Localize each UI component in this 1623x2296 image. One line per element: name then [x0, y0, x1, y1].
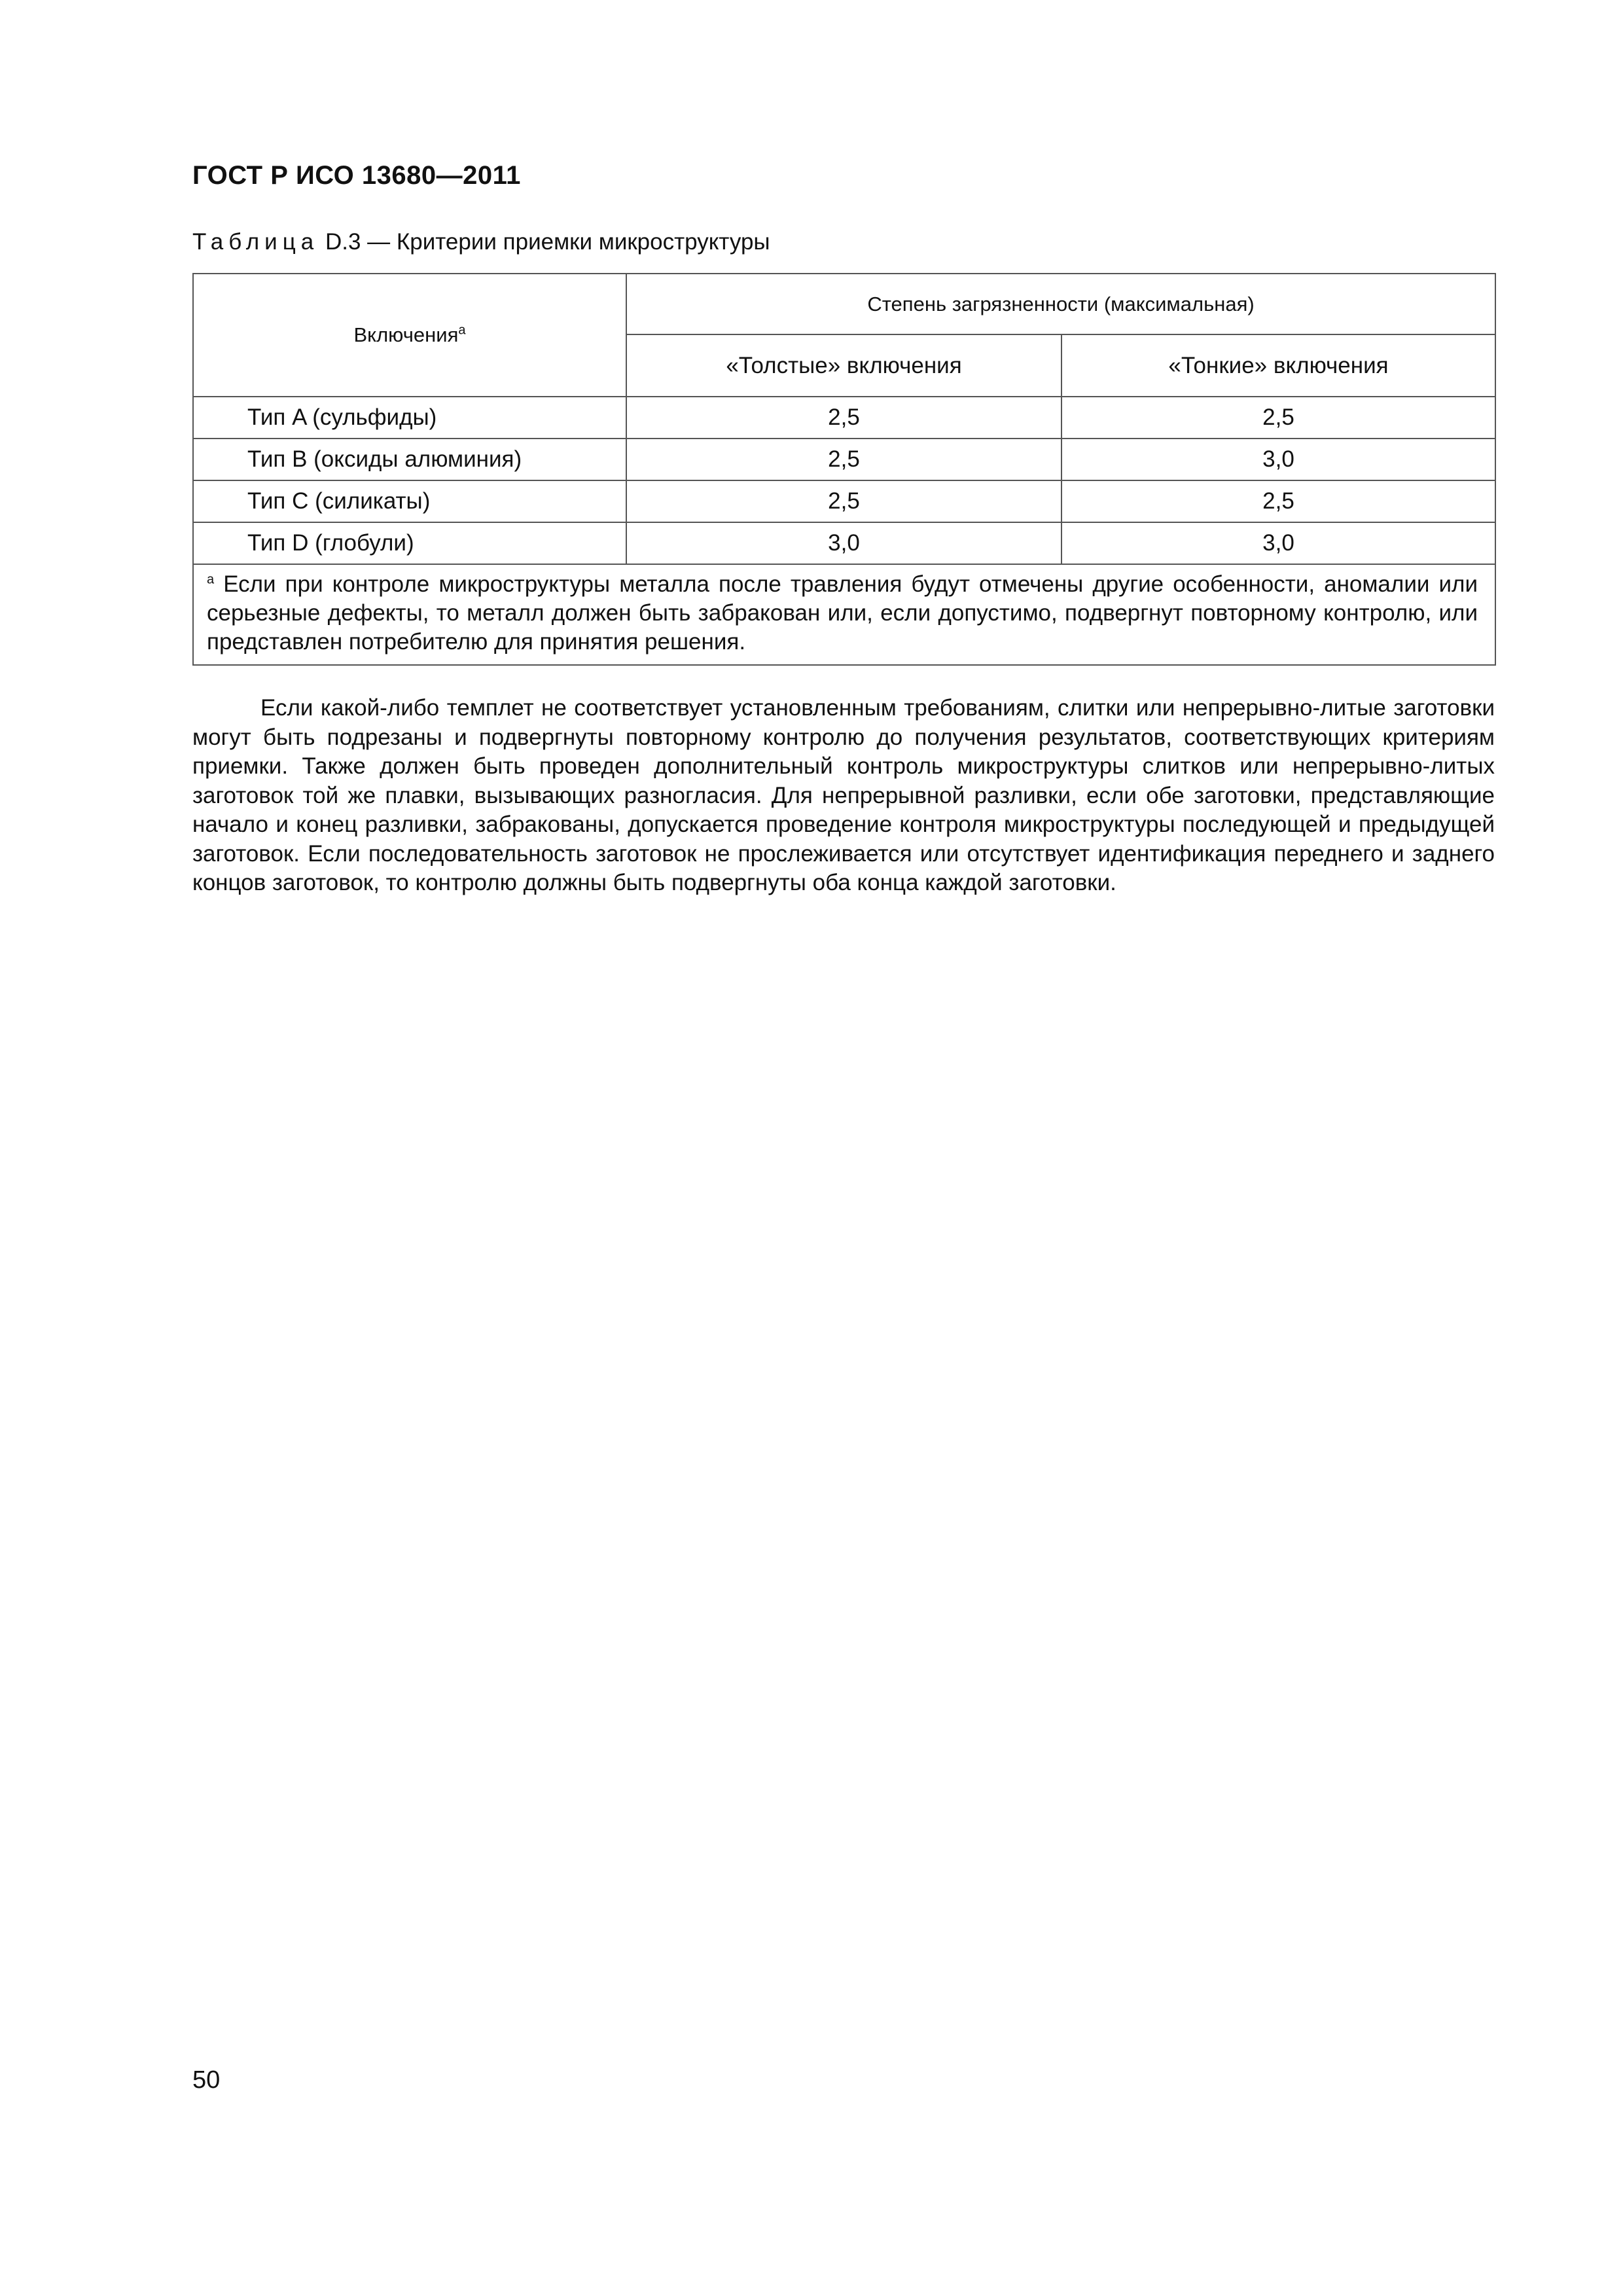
- inclusion-type-cell: Тип A (сульфиды): [193, 397, 626, 439]
- footnote-marker: a: [458, 323, 466, 338]
- acceptance-criteria-table: [192, 273, 1496, 666]
- header-thick-inclusions: «Толстые» включения: [626, 334, 1061, 397]
- table-footnote-row: [193, 564, 1495, 665]
- header-thin-inclusions: «Тонкие» включения: [1061, 334, 1495, 397]
- footnote-marker: a: [207, 572, 215, 587]
- thick-value-cell: 2,5: [626, 439, 1061, 480]
- inclusion-type-cell: Тип B (оксиды алюминия): [193, 439, 626, 480]
- thin-value-cell: 3,0: [1061, 522, 1495, 564]
- thick-value-cell: 2,5: [626, 397, 1061, 439]
- table-row: [193, 397, 1495, 439]
- table-header-row: [193, 274, 1495, 334]
- table-row: [193, 439, 1495, 480]
- table-row: [193, 480, 1495, 522]
- header-inclusions-label: Включения: [353, 323, 459, 346]
- body-paragraph: Если какой-либо темплет не соответствует установленным требованиям, слитки или непрерывно-литые заготовки могут быть подрезаны и подвергнуты повторному контролю до получения результатов, соответствующих критериям приемки. Также должен быть проведен дополнительный контроль микроструктуры слитков или непрерывно-литых заготовок той же плавки, вызывающих разногласия. Для непрерывной разливки, если обе заготовки, представляющие начало и конец разливки, забракованы, допускается проведение контроля микроструктуры последующей и предыдущей заготовок. Если последовательность заготовок не прослеживается или отсутствует идентификация переднего и заднего концов заготовок, то контролю должны быть подвергнуты оба конца каждой заготовки.: [192, 695, 1495, 895]
- thin-value-cell: 3,0: [1061, 439, 1495, 480]
- header-inclusions: [193, 274, 626, 397]
- thick-value-cell: 2,5: [626, 480, 1061, 522]
- inclusion-type-cell: Тип D (глобули): [193, 522, 626, 564]
- thin-value-cell: 2,5: [1061, 480, 1495, 522]
- table-caption: [192, 229, 770, 255]
- table-row: [193, 522, 1495, 564]
- document-standard-id: ГОСТ Р ИСО 13680—2011: [192, 161, 521, 190]
- table-footnote: [193, 564, 1495, 665]
- thin-value-cell: 2,5: [1061, 397, 1495, 439]
- inclusion-type-cell: Тип C (силикаты): [193, 480, 626, 522]
- header-contamination-degree: Степень загрязненности (максимальная): [626, 274, 1495, 334]
- page-number: 50: [192, 2066, 221, 2094]
- table-caption-label: Таблица: [192, 229, 319, 255]
- footnote-text: Если при контроле микроструктуры металла после травления будут отмечены другие особенности, аномалии или серьезные дефекты, то металл должен быть забракован или, если допустимо, подвергнут повторному контролю, или представлен потребителю для принятия решения.: [207, 571, 1478, 655]
- thick-value-cell: 3,0: [626, 522, 1061, 564]
- table-caption-title: D.3 — Критерии приемки микроструктуры: [319, 229, 770, 255]
